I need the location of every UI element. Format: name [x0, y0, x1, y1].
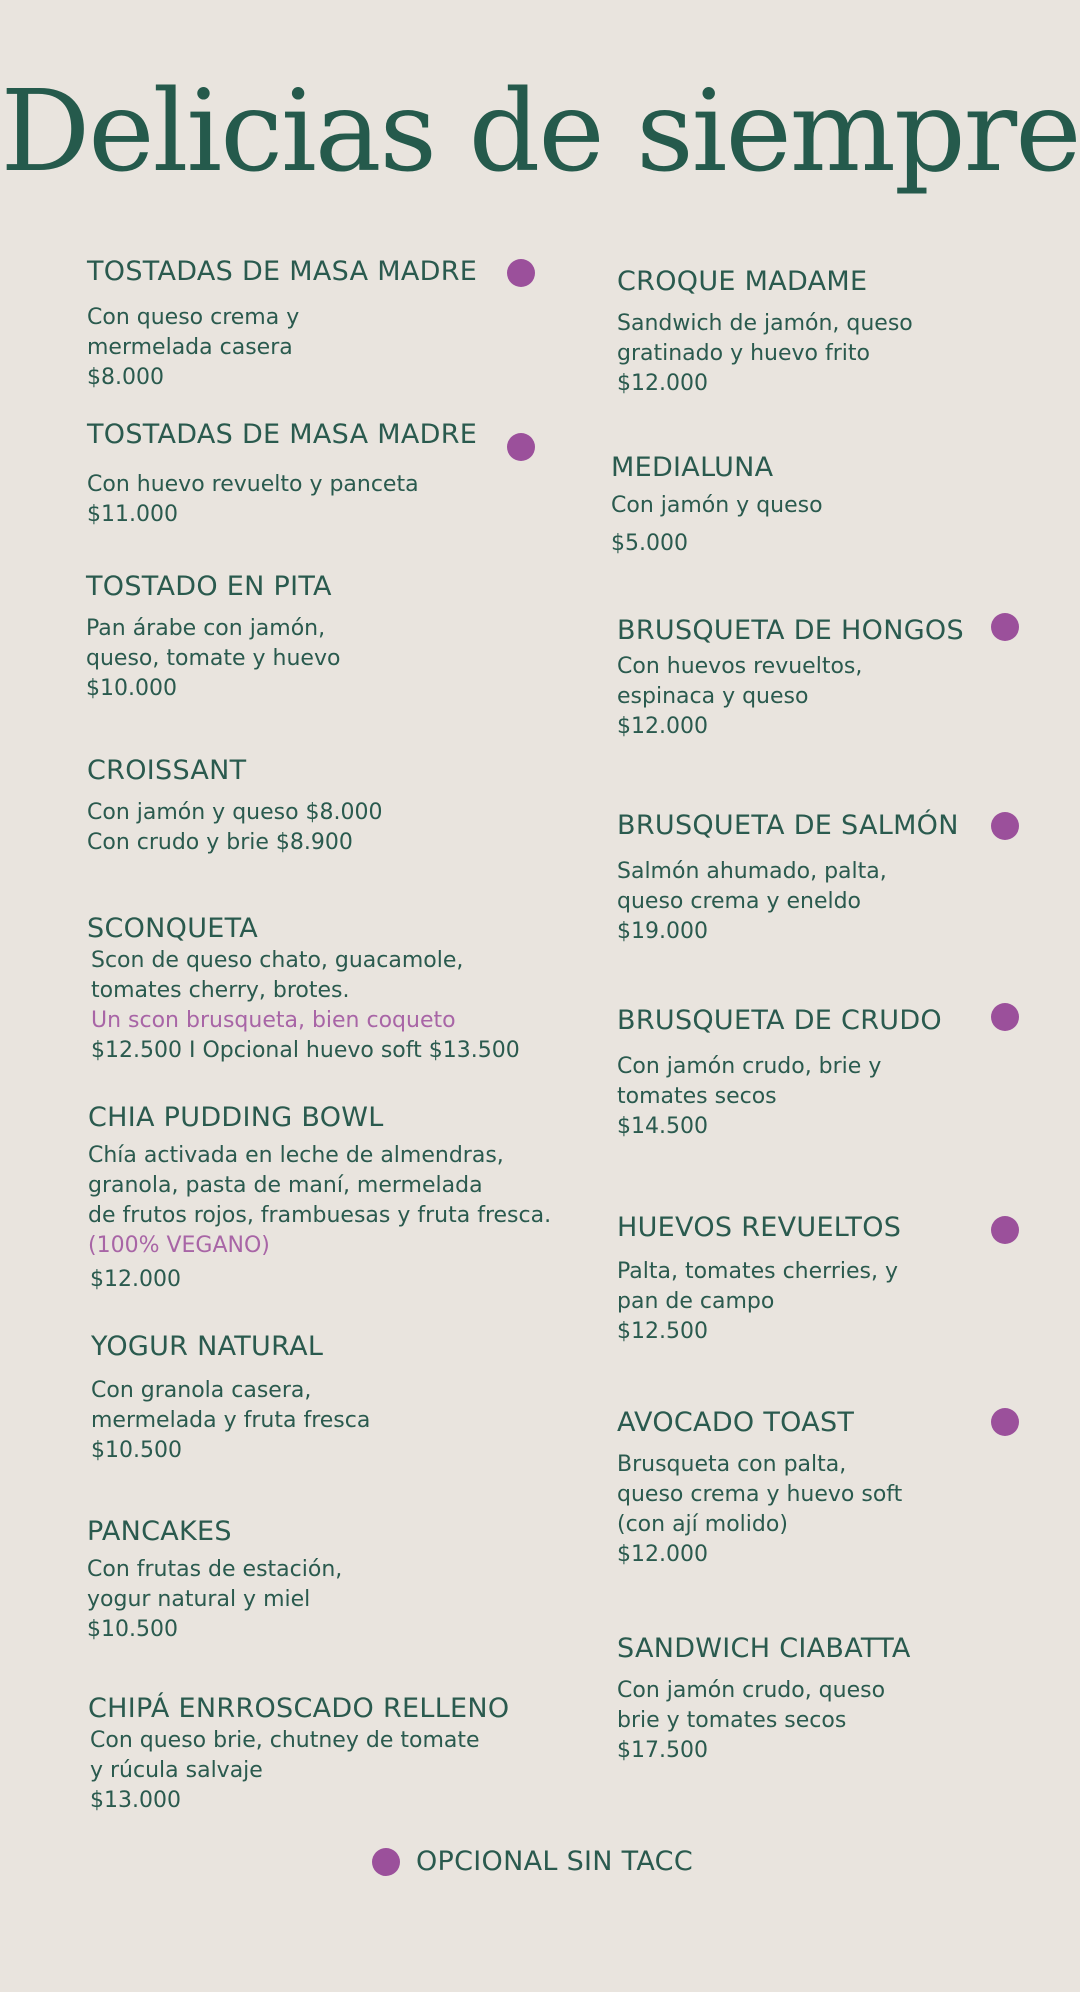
- menu-title: Delicias de siempre: [0, 67, 1080, 197]
- item-price: $19.000: [617, 919, 708, 944]
- item-desc: tomates secos: [617, 1084, 777, 1109]
- item-desc: Pan árabe con jamón,: [86, 616, 326, 641]
- menu-item-huevos-revueltos: [617, 1211, 901, 1347]
- item-name: SCONQUETA: [87, 913, 259, 944]
- item-price: $10.000: [86, 676, 177, 701]
- item-desc: y rúcula salvaje: [90, 1758, 263, 1783]
- item-name: AVOCADO TOAST: [617, 1407, 855, 1438]
- item-name: BRUSQUETA DE HONGOS: [617, 615, 964, 646]
- sin-tacc-dot-icon: [991, 1216, 1019, 1244]
- item-desc: Con huevo revuelto y panceta: [87, 472, 419, 497]
- sin-tacc-dot-icon: [507, 433, 535, 461]
- menu-item-pancakes: [87, 1515, 342, 1645]
- item-desc: Con huevos revueltos,: [617, 654, 863, 679]
- item-price: $10.500: [87, 1617, 178, 1642]
- item-price: $12.000: [617, 714, 708, 739]
- item-desc: pan de campo: [617, 1289, 775, 1314]
- item-name: SANDWICH CIABATTA: [617, 1633, 911, 1664]
- sin-tacc-legend: [372, 1846, 693, 1877]
- item-name: CHIA PUDDING BOWL: [88, 1102, 384, 1133]
- sin-tacc-dot-icon: [991, 1003, 1019, 1031]
- menu-item-croissant: [87, 754, 383, 858]
- menu-item-chia-pudding: [88, 1101, 551, 1295]
- item-name: BRUSQUETA DE SALMÓN: [617, 810, 959, 841]
- item-desc: tomates cherry, brotes.: [91, 978, 350, 1003]
- item-desc: brie y tomates secos: [617, 1708, 847, 1733]
- item-price: $14.500: [617, 1114, 708, 1139]
- item-desc: Brusqueta con palta,: [617, 1452, 847, 1477]
- item-desc: Chía activada en leche de almendras,: [88, 1143, 504, 1168]
- menu-item-avocado-toast: [617, 1406, 902, 1570]
- item-price: $12.000: [617, 371, 708, 396]
- item-desc: espinaca y queso: [617, 684, 809, 709]
- item-price: $12.000: [90, 1267, 181, 1292]
- item-desc: de frutos rojos, frambuesas y fruta fresca.: [88, 1203, 552, 1228]
- item-desc: granola, pasta de maní, mermelada: [88, 1173, 483, 1198]
- item-desc: Con jamón crudo, queso: [617, 1678, 886, 1703]
- item-desc: Con crudo y brie $8.900: [87, 830, 353, 855]
- item-name: BRUSQUETA DE CRUDO: [617, 1005, 942, 1036]
- item-vegan-note: (100% VEGANO): [88, 1233, 270, 1258]
- item-desc: Palta, tomates cherries, y: [617, 1259, 898, 1284]
- item-price: $13.000: [90, 1788, 181, 1813]
- menu-item-tostadas-queso: [87, 255, 477, 393]
- menu-item-sandwich-ciabatta: [617, 1632, 911, 1766]
- item-name: TOSTADO EN PITA: [86, 571, 332, 602]
- item-price: $8.000: [87, 365, 164, 390]
- item-desc: queso crema y eneldo: [617, 889, 862, 914]
- item-desc: Con granola casera,: [91, 1378, 312, 1403]
- item-desc: Con queso brie, chutney de tomate: [90, 1728, 480, 1753]
- sin-tacc-dot-icon: [991, 1408, 1019, 1436]
- sin-tacc-dot-icon: [507, 259, 535, 287]
- item-desc: Scon de queso chato, guacamole,: [91, 948, 464, 973]
- item-name: MEDIALUNA: [611, 452, 774, 483]
- menu-item-sconqueta: [87, 912, 520, 1066]
- item-desc: queso crema y huevo soft: [617, 1482, 903, 1507]
- item-desc: mermelada y fruta fresca: [91, 1408, 371, 1433]
- item-name: CROISSANT: [87, 755, 247, 786]
- item-desc: queso, tomate y huevo: [86, 646, 341, 671]
- item-price: $17.500: [617, 1738, 708, 1763]
- item-desc: Con frutas de estación,: [87, 1557, 343, 1582]
- item-desc: Sandwich de jamón, queso: [617, 311, 913, 336]
- item-desc: Con jamón crudo, brie y: [617, 1054, 882, 1079]
- item-price: $12.500: [617, 1319, 708, 1344]
- menu-item-brusqueta-salmon: [617, 809, 959, 947]
- item-price: $11.000: [87, 502, 178, 527]
- menu-item-tostado-pita: [86, 570, 340, 704]
- item-name: TOSTADAS DE MASA MADRE: [87, 419, 478, 450]
- item-desc: Salmón ahumado, palta,: [617, 859, 887, 884]
- item-desc: Con queso crema y: [87, 305, 300, 330]
- item-price: $10.500: [91, 1438, 182, 1463]
- item-price: $12.000: [617, 1542, 708, 1567]
- item-desc: (con ají molido): [617, 1512, 788, 1537]
- sin-tacc-dot-icon: [991, 613, 1019, 641]
- menu-item-croque-madame: [617, 265, 913, 399]
- item-desc: Con jamón y queso $8.000: [87, 800, 383, 825]
- item-tagline: Un scon brusqueta, bien coqueto: [91, 1008, 456, 1033]
- item-desc: gratinado y huevo frito: [617, 341, 870, 366]
- item-name: HUEVOS REVUELTOS: [617, 1212, 902, 1243]
- item-name: YOGUR NATURAL: [91, 1331, 324, 1362]
- item-price: $5.000: [611, 531, 688, 556]
- item-name: TOSTADAS DE MASA MADRE: [87, 256, 478, 287]
- legend-label: OPCIONAL SIN TACC: [416, 1846, 693, 1877]
- menu-item-tostadas-huevo: [87, 418, 477, 530]
- menu-item-brusqueta-hongos: [617, 614, 964, 742]
- sin-tacc-dot-icon: [991, 812, 1019, 840]
- item-name: PANCAKES: [87, 1516, 232, 1547]
- item-desc: mermelada casera: [87, 335, 293, 360]
- item-name: CROQUE MADAME: [617, 266, 868, 297]
- item-desc: Con jamón y queso: [611, 493, 823, 518]
- menu-item-brusqueta-crudo: [617, 1004, 942, 1142]
- item-desc: yogur natural y miel: [87, 1587, 311, 1612]
- menu-item-chipa: [88, 1692, 509, 1816]
- sin-tacc-dot-icon: [372, 1848, 400, 1876]
- item-name: CHIPÁ ENRROSCADO RELLENO: [88, 1693, 510, 1724]
- menu-item-yogur: [91, 1330, 370, 1466]
- item-price: $12.500 I Opcional huevo soft $13.500: [91, 1038, 520, 1063]
- menu-item-medialuna: [611, 451, 823, 559]
